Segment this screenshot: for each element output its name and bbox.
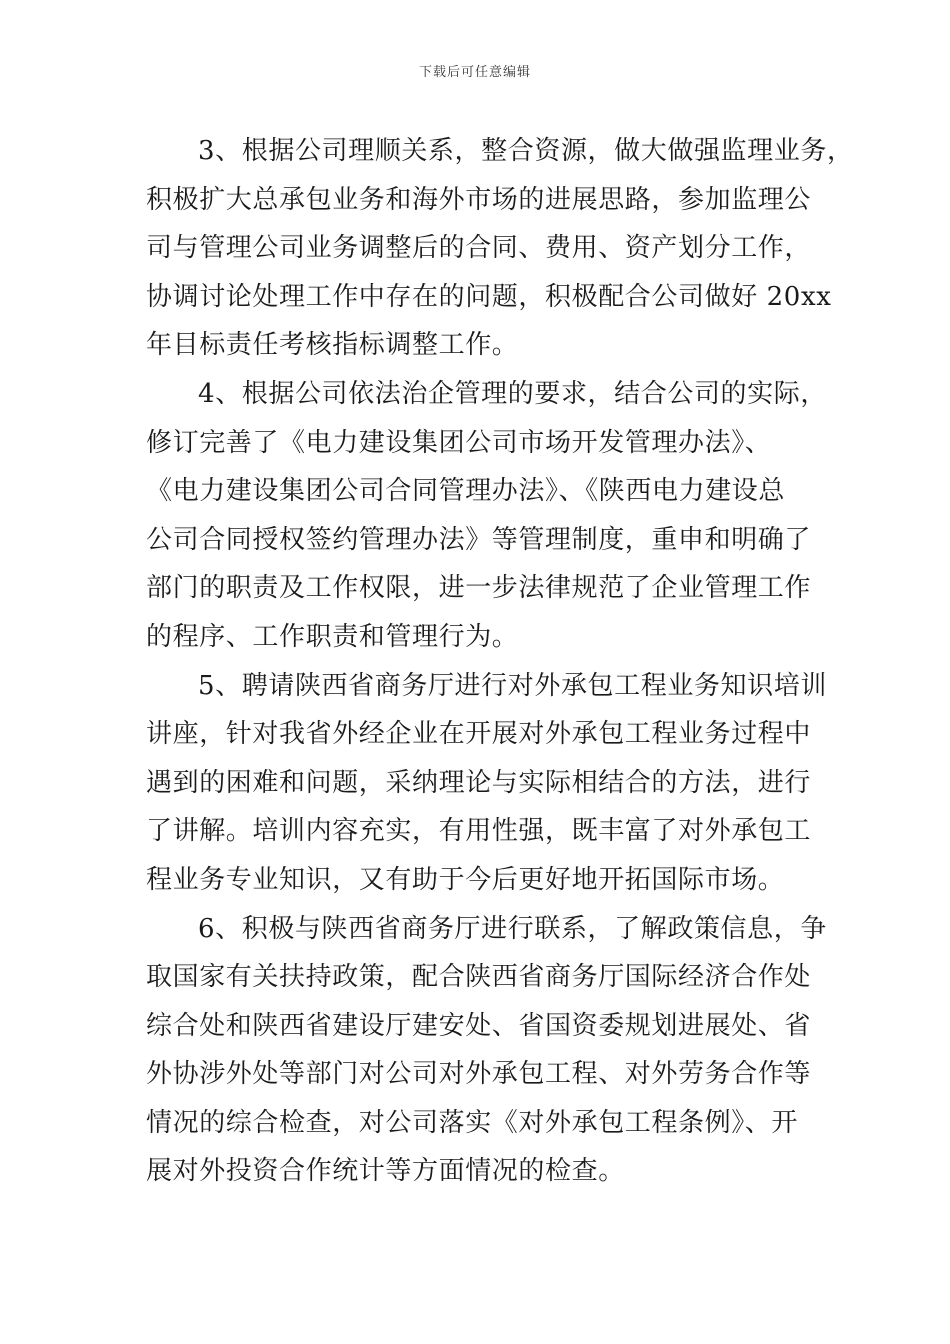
paragraph-line: 外协涉外处等部门对公司对外承包工程、对外劳务合作等 bbox=[146, 1059, 812, 1090]
paragraph-line: 程业务专业知识，又有助于今后更好地开拓国际市场。 bbox=[146, 864, 785, 895]
document-body bbox=[146, 127, 854, 1196]
paragraph-line: 司与管理公司业务调整后的合同、费用、资产划分工作， bbox=[146, 233, 812, 264]
paragraph-line: 综合处和陕西省建设厅建安处、省国资委规划进展处、省 bbox=[146, 1010, 812, 1041]
paragraph-line: 4、根据公司依法治企管理的要求，结合公司的实际， bbox=[198, 378, 827, 409]
paragraph-line: 的程序、工作职责和管理行为。 bbox=[146, 621, 519, 652]
paragraph-line: 公司合同授权签约管理办法》等管理制度，重申和明确了 bbox=[146, 524, 812, 555]
paragraph-line: 6、积极与陕西省商务厅进行联系，了解政策信息，争 bbox=[198, 913, 827, 944]
page-header: 下载后可任意编辑 bbox=[418, 65, 531, 80]
paragraph-line: 了讲解。培训内容充实，有用性强，既丰富了对外承包工 bbox=[146, 816, 812, 847]
paragraph-line: 部门的职责及工作权限，进一步法律规范了企业管理工作 bbox=[146, 573, 812, 604]
paragraph-line: 修订完善了《电力建设集团公司市场开发管理办法》、 bbox=[146, 427, 772, 458]
paragraph-line: 遇到的困难和问题，采纳理论与实际相结合的方法，进行 bbox=[146, 767, 812, 798]
paragraph-line: 年目标责任考核指标调整工作。 bbox=[146, 330, 519, 361]
paragraph-line: 讲座，针对我省外经企业在开展对外承包工程业务过程中 bbox=[146, 719, 812, 750]
paragraph-line: 积极扩大总承包业务和海外市场的进展思路，参加监理公 bbox=[146, 184, 812, 215]
paragraph-line: 取国家有关扶持政策，配合陕西省商务厅国际经济合作处 bbox=[146, 962, 812, 993]
paragraph-6 bbox=[146, 905, 830, 1197]
paragraph-line: 展对外投资合作统计等方面情况的检查。 bbox=[146, 1156, 625, 1187]
paragraph-line: 5、聘请陕西省商务厅进行对外承包工程业务知识培训 bbox=[198, 670, 827, 701]
paragraph-5 bbox=[146, 662, 830, 905]
paragraph-line: 协调讨论处理工作中存在的问题，积极配合公司做好 20xx bbox=[146, 281, 832, 312]
paragraph-3 bbox=[146, 127, 854, 370]
paragraph-line: 3、根据公司理顺关系，整合资源，做大做强监理业务， bbox=[198, 136, 854, 166]
paragraph-line: 《电力建设集团公司合同管理办法》、《陕西电力建设总 bbox=[146, 476, 786, 507]
paragraph-4 bbox=[146, 370, 830, 662]
paragraph-line: 情况的综合检查，对公司落实《对外承包工程条例》、开 bbox=[146, 1107, 799, 1138]
